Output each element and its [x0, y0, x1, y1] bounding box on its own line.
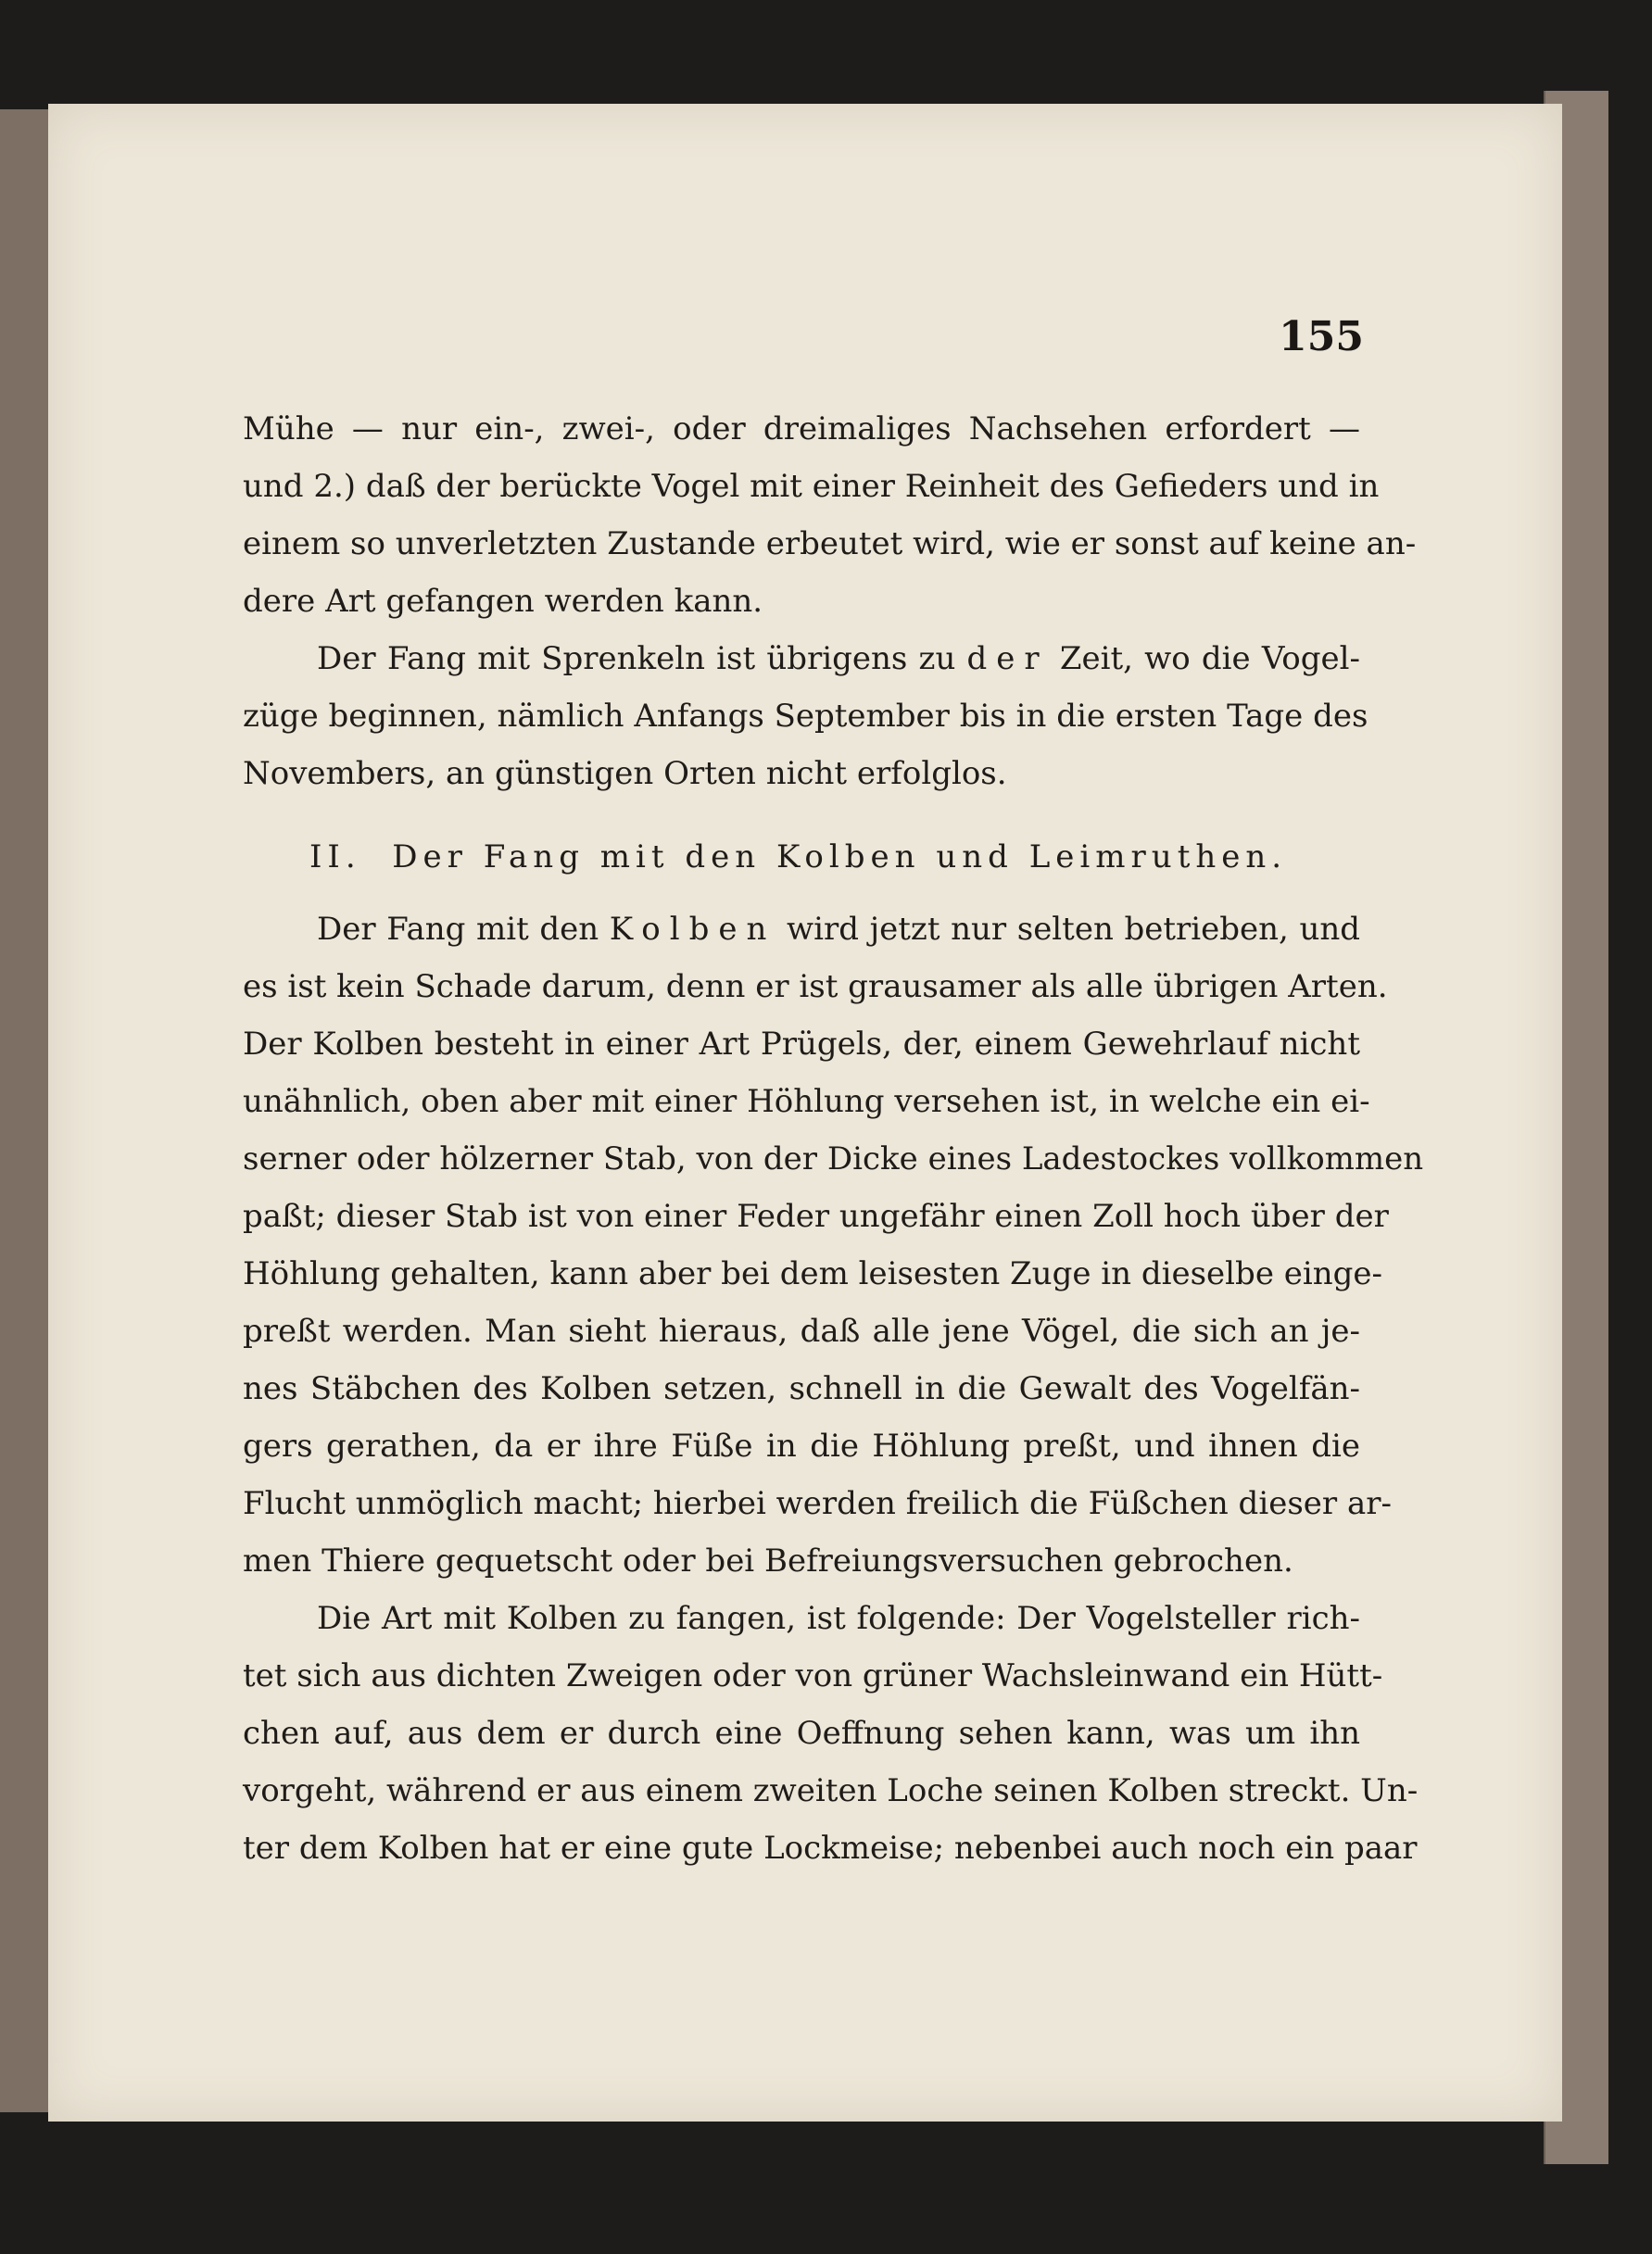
text-line: ter dem Kolben hat er eine gute Lockmeise; nebenbei auch noch ein paar [243, 1830, 1418, 1867]
text-run: Der Fang mit Sprenkeln ist übrigens zu [317, 640, 967, 677]
section-number: II. [309, 838, 361, 875]
page-text [243, 400, 1424, 1877]
text-line [243, 900, 1360, 958]
text-line: und 2.) daß der berückte Vogel mit einer Reinheit des Gefieders und in [243, 468, 1380, 505]
text-line: Die Art mit Kolben zu fangen, ist folgende: Der Vogelsteller rich- [317, 1600, 1360, 1637]
text-line: dere Art gefangen werden kann. [243, 583, 763, 620]
text-line: nes Stäbchen des Kolben setzen, schnell in die Gewalt des Vogelfän- [243, 1370, 1360, 1407]
text-line: Der Kolben besteht in einer Art Prügels, der, einem Gewehrlauf nicht [243, 1026, 1360, 1063]
section-title: Der Fang mit den Kolben und Leimruthen. [392, 838, 1288, 875]
text-line: Novembers, an günstigen Orten nicht erfolglos. [243, 755, 1007, 792]
page-number: 155 [1279, 313, 1364, 360]
text-line [243, 630, 1360, 687]
text-line: unähnlich, oben aber mit einer Höhlung versehen ist, in welche ein ei- [243, 1083, 1370, 1120]
text-line: es ist kein Schade darum, denn er ist grausamer als alle übrigen Arten. [243, 968, 1388, 1005]
section-heading [243, 828, 1360, 886]
text-line: men Thiere gequetscht oder bei Befreiungsversuchen gebrochen. [243, 1543, 1293, 1580]
text-line: züge beginnen, nämlich Anfangs September bis in die ersten Tage des [243, 698, 1368, 735]
text-run: wird jetzt nur selten betrieben, und [776, 911, 1360, 948]
emphasized-text: der [966, 640, 1049, 677]
text-line: Höhlung gehalten, kann aber bei dem leisesten Zuge in dieselbe einge- [243, 1255, 1383, 1292]
text-line: gers gerathen, da er ihre Füße in die Höhlung preßt, und ihnen die [243, 1428, 1360, 1465]
emphasized-text: Kolben [609, 911, 776, 948]
text-line: Mühe — nur ein-, zwei-, oder dreimaliges Nachsehen erfordert — [243, 410, 1360, 447]
text-run: Der Fang mit den [317, 911, 610, 948]
text-line: einem so unverletzten Zustande erbeutet wird, wie er sonst auf keine an- [243, 525, 1417, 562]
text-line: vorgeht, während er aus einem zweiten Loche seinen Kolben streckt. Un- [243, 1772, 1419, 1809]
text-line: paßt; dieser Stab ist von einer Feder ungefähr einen Zoll hoch über der [243, 1198, 1389, 1235]
text-line: chen auf, aus dem er durch eine Oeffnung sehen kann, was um ihn [243, 1715, 1360, 1752]
text-line: tet sich aus dichten Zweigen oder von grüner Wachsleinwand ein Hütt- [243, 1657, 1383, 1694]
text-run: Zeit, wo die Vogel- [1048, 640, 1360, 677]
text-line: Flucht unmöglich macht; hierbei werden freilich die Füßchen dieser ar- [243, 1485, 1392, 1522]
text-line: serner oder hölzerner Stab, von der Dicke eines Ladestockes vollkommen [243, 1140, 1424, 1177]
text-line: preßt werden. Man sieht hieraus, daß alle jene Vögel, die sich an je- [243, 1313, 1360, 1350]
